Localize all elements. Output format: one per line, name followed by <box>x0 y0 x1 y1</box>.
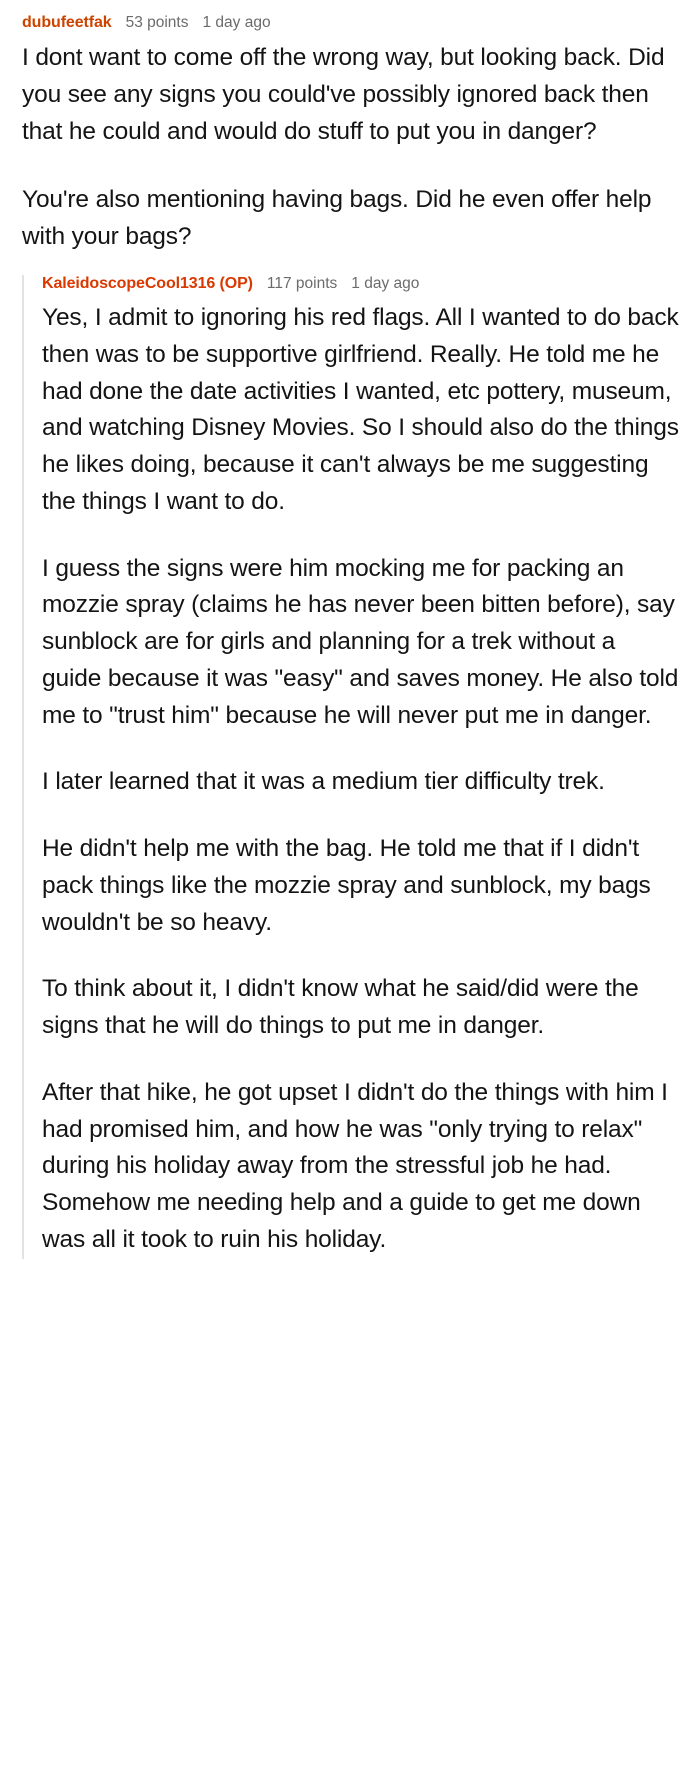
comment-paragraph: I later learned that it was a medium tier difficulty trek. <box>42 768 605 796</box>
comment-paragraph: To think about it, I didn't know what he said/did were the signs that he will do things to put me in danger. <box>42 975 639 1040</box>
comment-body <box>42 300 680 1259</box>
comment-points: 117 points <box>266 275 338 293</box>
comment-meta <box>22 14 680 32</box>
comment-paragraph: He didn't help me with the bag. He told me that if I didn't pack things like the mozzie spray and sunblock, my bags wouldn't be so heavy. <box>42 835 651 936</box>
comment-points: 53 points <box>125 14 189 31</box>
comment-author-link[interactable]: dubufeetfak <box>22 14 112 31</box>
comment-paragraph: You're also mentioning having bags. Did he even offer help with your bags? <box>22 185 652 250</box>
comment-timestamp: 1 day ago <box>351 275 420 293</box>
comment-paragraph: Yes, I admit to ignoring his red flags. All I wanted to do back then was to be supportive girlfriend. Really. He told me he had done the date activities I wanted, etc pottery, museum, and watching Disney Movies. So I should also do the things he likes doing, because it can't always be me suggesting the things I want to do. <box>42 304 679 515</box>
comment-timestamp: 1 day ago <box>202 14 271 31</box>
comment-parent <box>22 14 680 255</box>
comment-paragraph: After that hike, he got upset I didn't do the things with him I had promised him, and how he was "only trying to relax" during his holiday away from the stressful job he had. Somehow me needing help and a guide to get me down was all it took to ruin his holiday. <box>42 1078 668 1253</box>
comment-paragraph: I dont want to come off the wrong way, but looking back. Did you see any signs you could've possibly ignored back then that he could and would do stuff to put you in danger? <box>22 44 665 146</box>
comment-author-link-op[interactable]: KaleidoscopeCool1316 (OP) <box>42 275 253 293</box>
comment-meta <box>24 275 680 293</box>
comment-paragraph: I guess the signs were him mocking me for packing an mozzie spray (claims he has never been bitten before), say sunblock are for girls and planning for a trek without a guide because it was "easy" and saves money. He also told me to "trust him" because he will never put me in danger. <box>42 554 679 729</box>
comment-body <box>22 39 680 255</box>
comment-reply-op <box>22 275 680 1259</box>
